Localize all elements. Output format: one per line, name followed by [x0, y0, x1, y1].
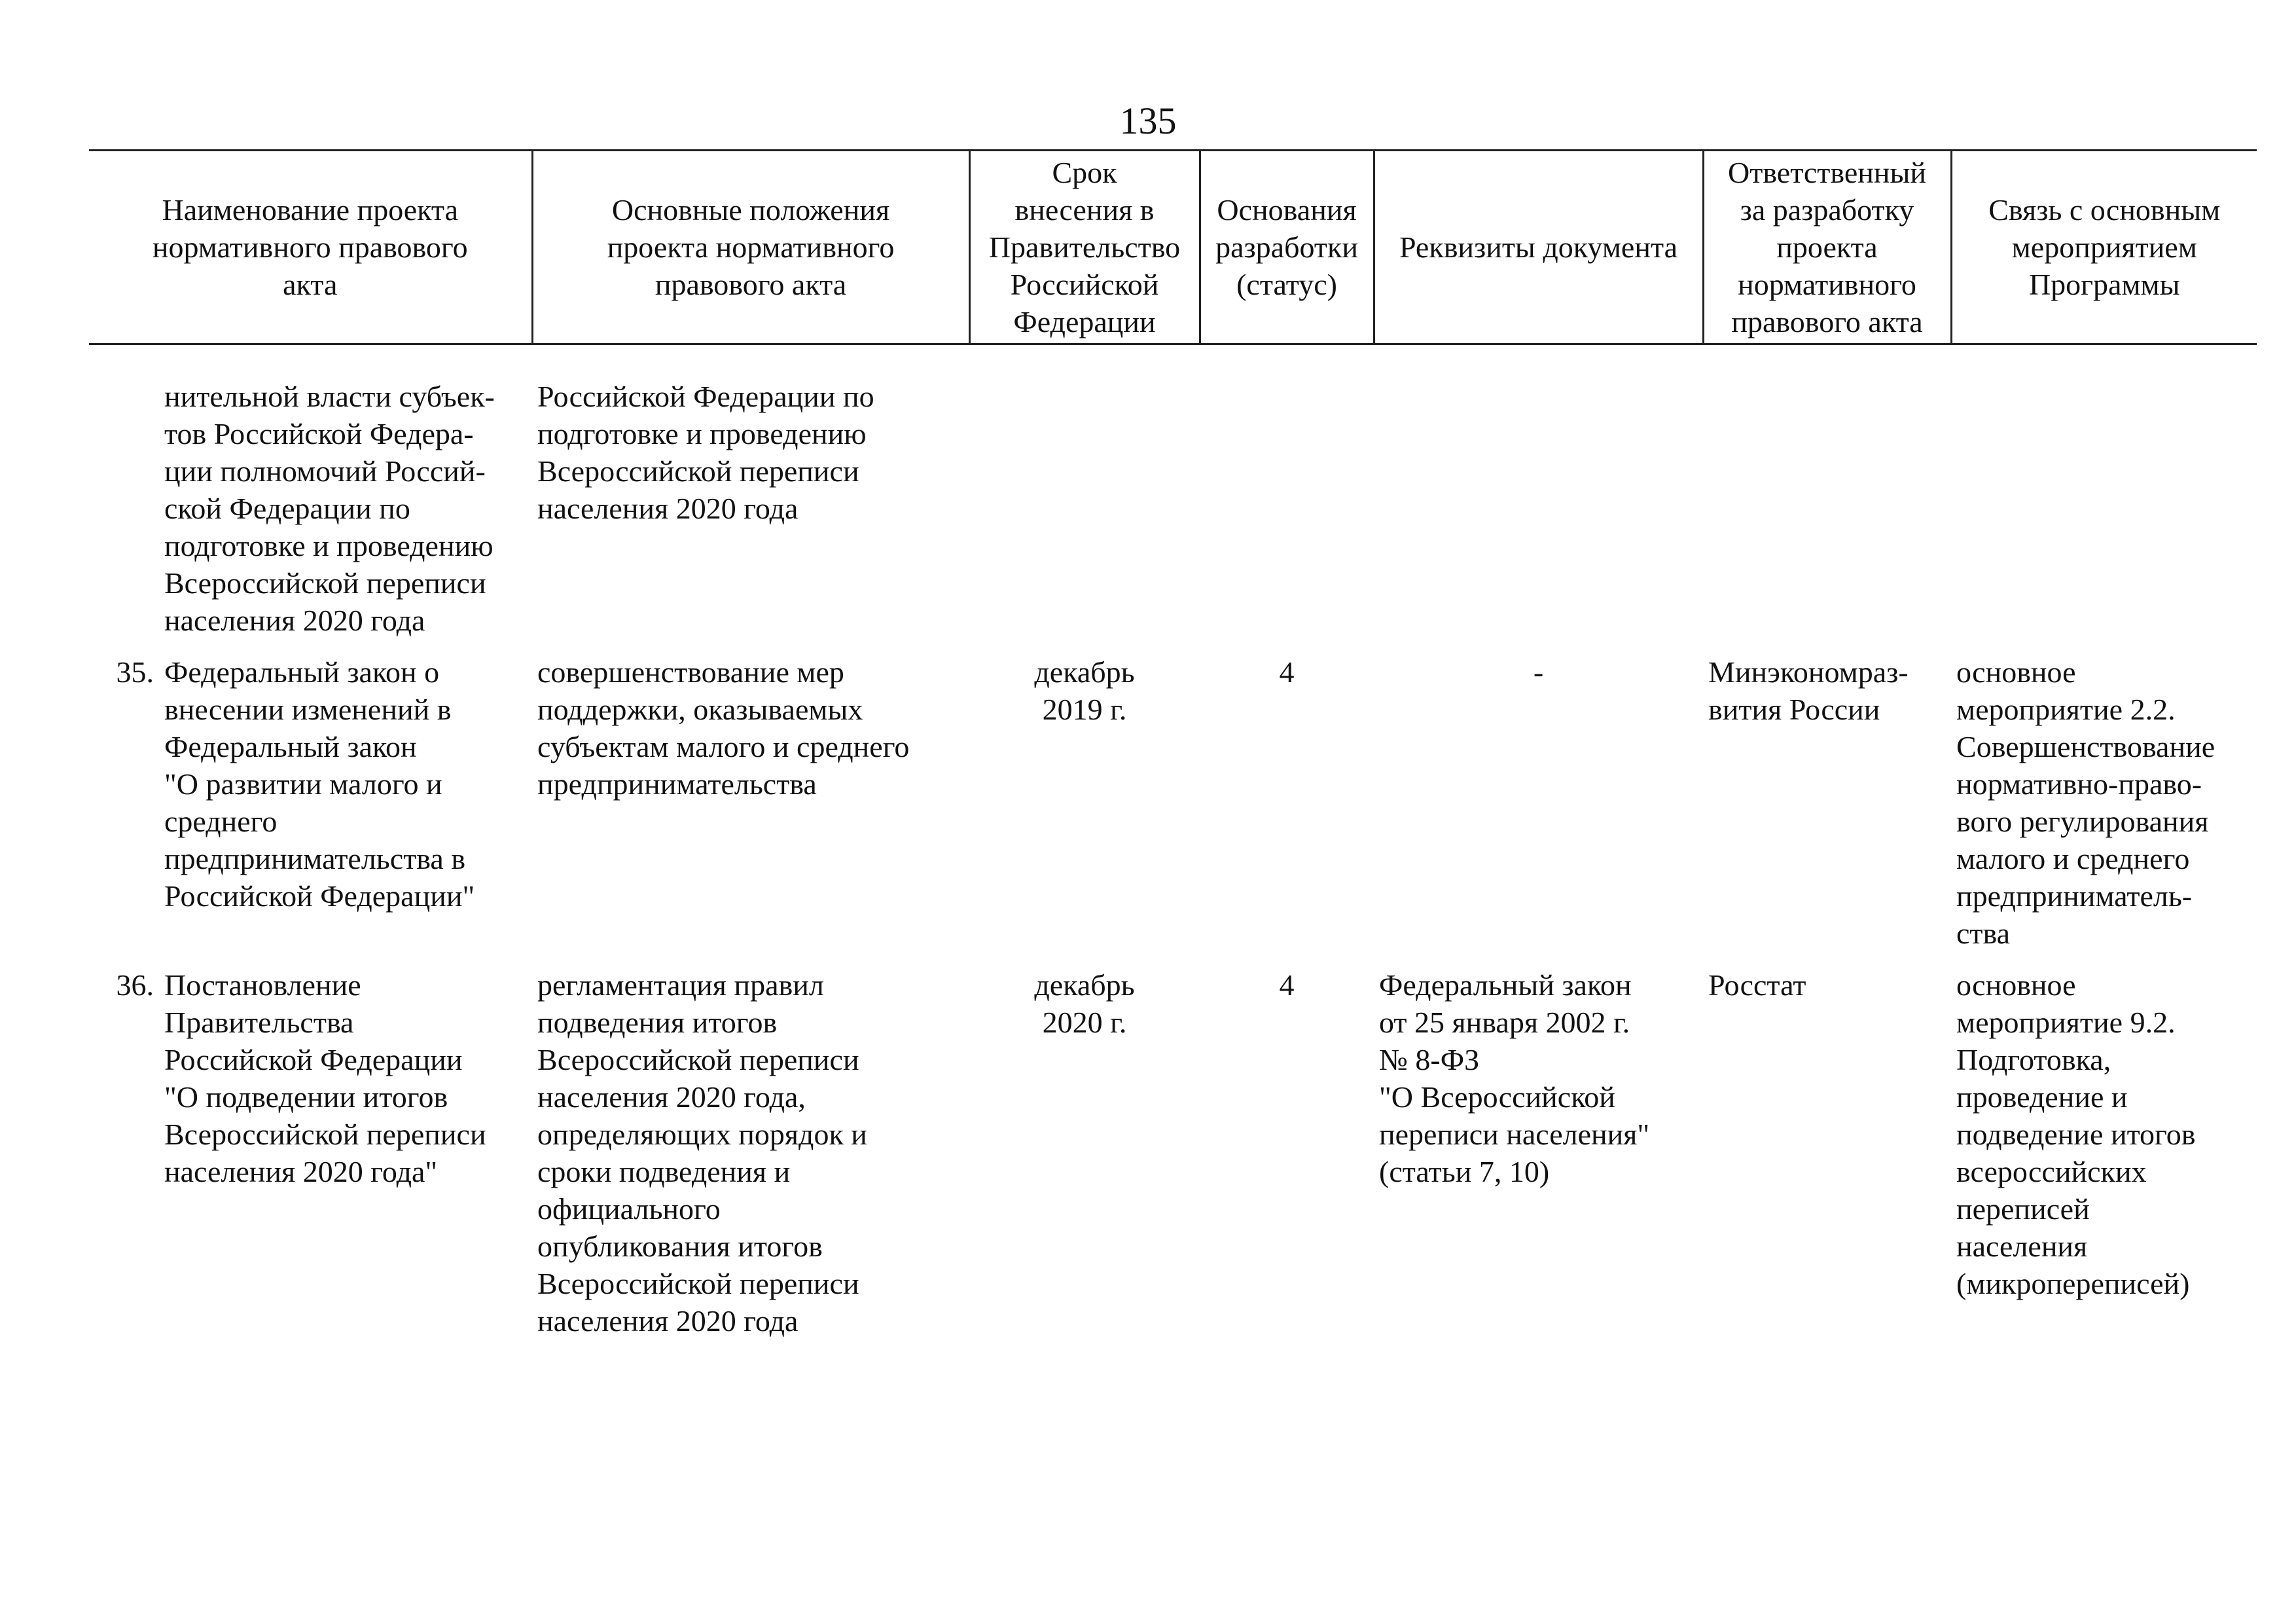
program-table — [89, 149, 2257, 1354]
cell-name: нительной власти субъек- тов Российской Федера- ции полномочий Россий- ской Федерации по подготовке и проведению Всероссийской переписи населения 2020 года — [164, 380, 495, 637]
header-basis: Основания разработки (статус) — [1200, 151, 1374, 344]
cell-responsible: Минэкономраз- вития России — [1708, 655, 1909, 726]
table-row — [89, 653, 2257, 966]
cell-requisites: Федеральный закон от 25 января 2002 г. № 8-ФЗ "О Всероссийской переписи населения" (статьи 7, 10) — [1379, 968, 1650, 1188]
header-responsible: Ответственный за разработку проекта нормативного правового акта — [1703, 151, 1951, 344]
cell-link: основное мероприятие 2.2. Совершенствование нормативно-право- вого регулирования малого и среднего предприниматель- ства — [1956, 655, 2215, 950]
page-number: 135 — [1119, 100, 1177, 142]
spacer-row — [89, 344, 2257, 378]
header-name: Наименование проекта нормативного правового акта — [89, 151, 532, 344]
cell-responsible: Росстат — [1708, 968, 1806, 1002]
header-requisites: Реквизиты документа — [1374, 151, 1703, 344]
cell-provisions: совершенствование мер поддержки, оказываемых субъектам малого и среднего предпринимательства — [537, 655, 910, 801]
cell-basis: 4 — [1279, 968, 1295, 1002]
cell-link: основное мероприятие 9.2. Подготовка, проведение и подведение итогов всероссийских переписей населения (микропереписей) — [1956, 968, 2196, 1300]
cell-basis: 4 — [1279, 655, 1295, 689]
header-deadline: Срок внесения в Правительство Российской Федерации — [969, 151, 1200, 344]
cell-deadline: декабрь 2020 г. — [1034, 968, 1135, 1039]
table-header-row — [89, 151, 2257, 344]
cell-name: Постановление Правительства Российской Федерации "О подведении итогов Всероссийской переписи населения 2020 года" — [164, 968, 486, 1188]
header-link: Связь с основным мероприятием Программы — [1951, 151, 2257, 344]
table-row — [89, 966, 2257, 1354]
cell-name: Федеральный закон о внесении изменений в Федеральный закон "О развитии малого и среднего предпринимательства в Российской Федерации" — [164, 655, 475, 913]
cell-provisions: Российской Федерации по подготовке и проведению Всероссийской переписи населения 2020 года — [537, 380, 874, 525]
cell-provisions: регламентация правил подведения итогов Всероссийской переписи населения 2020 года, определяющих порядок и сроки подведения и официального опубликования итогов Всероссийской переписи населения 2020 года — [537, 968, 867, 1338]
header-provisions: Основные положения проекта нормативного правового акта — [532, 151, 969, 344]
table-row-continuation — [89, 378, 2257, 653]
cell-requisites: - — [1533, 655, 1544, 689]
cell-deadline: декабрь 2019 г. — [1034, 655, 1135, 726]
row-number: 35. — [116, 655, 154, 689]
row-number: 36. — [116, 968, 154, 1002]
row-number-empty — [89, 378, 159, 653]
